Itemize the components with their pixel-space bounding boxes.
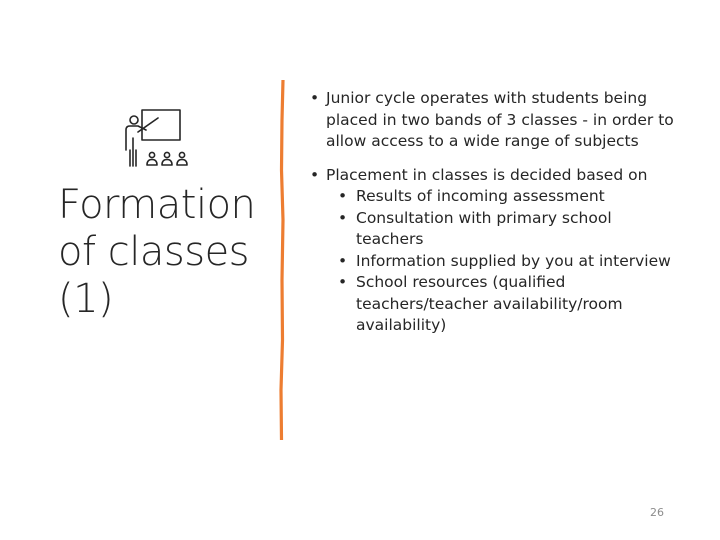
slide-title: Formation of classes (1) <box>58 182 256 322</box>
sub-bullet-item: • Consultation with primary school teachers <box>338 208 680 251</box>
slide-content <box>310 88 680 349</box>
sub-bullet-item: • Results of incoming assessment <box>338 186 680 208</box>
bullet-list <box>310 88 680 337</box>
bullet-item <box>310 165 680 337</box>
sub-bullet-item: • Information supplied by you at interview <box>338 251 680 273</box>
sub-bullet-item: • School resources (qualified teachers/teacher availability/room availability) <box>338 272 680 337</box>
bullet-item: • Junior cycle operates with students being placed in two bands of 3 classes - in order to allow access to a wide range of subjects <box>310 88 680 153</box>
bullet-text: Placement in classes is decided based on <box>326 165 648 184</box>
teacher-at-board-icon <box>122 108 194 170</box>
sub-bullet-list <box>326 186 680 337</box>
page-number: 26 <box>650 506 664 519</box>
orange-divider-line <box>276 80 288 440</box>
